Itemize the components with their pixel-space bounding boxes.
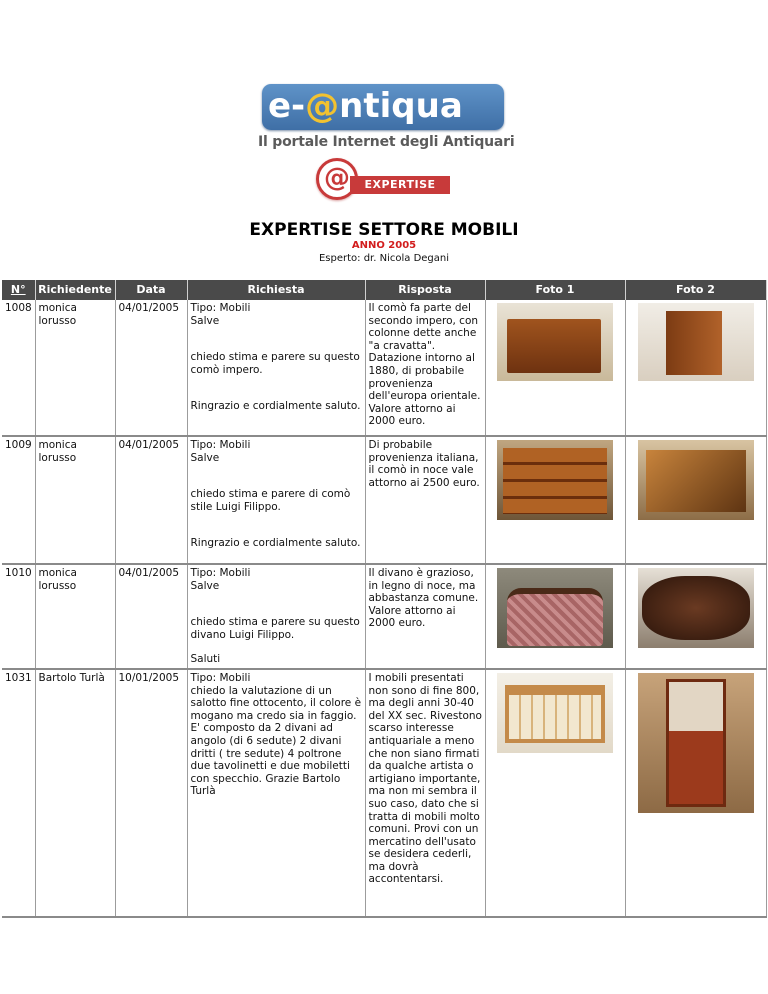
expert-name: Esperto: dr. Nicola Degani <box>318 253 450 264</box>
logo-wordmark: e-@ntiqua <box>268 86 463 126</box>
row-answer: Di probabile provenienza italiana, il comò in noce vale attorno ai 2500 euro. <box>365 436 485 564</box>
request-closing: Ringrazio e cordialmente saluto. <box>190 400 361 413</box>
row-request <box>187 300 365 436</box>
col-header-date[interactable]: Data <box>115 280 187 300</box>
request-greeting: Salve <box>190 314 220 327</box>
row-number: 1010 <box>2 564 35 669</box>
row-number: 1009 <box>2 436 35 564</box>
photo-2-cell <box>625 300 766 436</box>
request-text: chiedo stima e parere su questo comò impero. <box>190 351 360 376</box>
col-header-answer[interactable]: Risposta <box>365 280 485 300</box>
expertise-table <box>2 280 767 918</box>
row-requester: Bartolo Turlà <box>35 669 115 917</box>
row-date: 04/01/2005 <box>115 564 187 669</box>
photo-commode-luigi-filippo-front[interactable] <box>497 440 613 520</box>
table-row <box>2 669 766 917</box>
photo-2-cell <box>625 436 766 564</box>
photo-2-cell <box>625 669 766 917</box>
row-requester: monica lorusso <box>35 564 115 669</box>
row-number: 1008 <box>2 300 35 436</box>
row-number: 1031 <box>2 669 35 917</box>
row-request <box>187 669 365 917</box>
photo-1-cell <box>485 669 625 917</box>
expertise-logo <box>316 158 450 198</box>
row-answer: Il divano è grazioso, in legno di noce, ma abbastanza comune. Valore attorno ai 2000 euro. <box>365 564 485 669</box>
photo-1-cell <box>485 436 625 564</box>
request-closing: Ringrazio e cordialmente saluto. <box>190 537 361 550</box>
row-answer: Il comò fa parte del secondo impero, con colonne dette anche "a cravatta". Datazione intorno al 1880, di probabile provenienza dell'europa orientale. Valore attorno ai 2000 euro. <box>365 300 485 436</box>
request-type: Tipo: Mobili <box>190 671 251 684</box>
photo-commode-luigi-filippo-top[interactable] <box>638 440 754 520</box>
request-type: Tipo: Mobili <box>190 439 251 451</box>
row-request <box>187 436 365 564</box>
table-row <box>2 300 766 436</box>
request-text: chiedo stima e parere su questo divano Luigi Filippo. <box>190 616 360 641</box>
photo-salotto-corner-sofa[interactable] <box>497 673 613 753</box>
at-icon: @ <box>316 158 358 200</box>
page-subtitle: ANNO 2005 <box>351 240 417 251</box>
request-closing: Saluti <box>190 653 221 666</box>
photo-mirror-cabinet[interactable] <box>638 673 754 813</box>
photo-sofa-carving-detail[interactable] <box>638 568 754 648</box>
row-requester: monica lorusso <box>35 300 115 436</box>
col-header-photo1: Foto 1 <box>485 280 625 300</box>
row-answer: I mobili presentati non sono di fine 800, ma degli anni 30-40 del XX sec. Rivestono scarso interesse antiquariale a meno che non siano firmati da qualche artista o artigiano importante, ma non mi sembra il suo caso, dato che si tratta di mobili molto comuni. Provi con un mercatino dell'usato se desidera cederli, ma dovrà accontentarsi. <box>365 669 485 917</box>
e-antiqua-logo <box>262 84 504 132</box>
col-header-requester[interactable]: Richiedente <box>35 280 115 300</box>
photo-2-cell <box>625 564 766 669</box>
col-header-num[interactable]: N° <box>2 280 35 300</box>
row-date: 10/01/2005 <box>115 669 187 917</box>
request-greeting: Salve <box>190 451 220 464</box>
page-title: EXPERTISE SETTORE MOBILI <box>249 220 519 240</box>
request-type: Tipo: Mobili <box>190 302 251 314</box>
row-request <box>187 564 365 669</box>
table-header <box>2 280 766 300</box>
logo-tagline: Il portale Internet degli Antiquari <box>258 134 515 150</box>
request-text: chiedo la valutazione di un salotto fine ottocento, il colore è mogano ma credo sia in faggio. E' composto da 2 divani ad angolo (di 6 sedute) 2 divani dritti ( tre sedute) 4 poltrone due tavolinetti e due mobiletti con specchio. Grazie Bartolo Turlà <box>190 684 362 798</box>
table-row <box>2 564 766 669</box>
photo-1-cell <box>485 564 625 669</box>
expertise-banner: EXPERTISE <box>350 176 450 194</box>
photo-commode-empire-front[interactable] <box>497 303 613 381</box>
col-header-request[interactable]: Richiesta <box>187 280 365 300</box>
row-date: 04/01/2005 <box>115 436 187 564</box>
request-text: chiedo stima e parere di comò stile Luigi Filippo. <box>190 488 351 513</box>
row-requester: monica lorusso <box>35 436 115 564</box>
table-row <box>2 436 766 564</box>
photo-sofa-front[interactable] <box>497 568 613 648</box>
photo-1-cell <box>485 300 625 436</box>
col-header-photo2: Foto 2 <box>625 280 766 300</box>
request-greeting: Salve <box>190 579 220 592</box>
photo-commode-empire-side[interactable] <box>638 303 754 381</box>
row-date: 04/01/2005 <box>115 300 187 436</box>
request-type: Tipo: Mobili <box>190 567 251 579</box>
